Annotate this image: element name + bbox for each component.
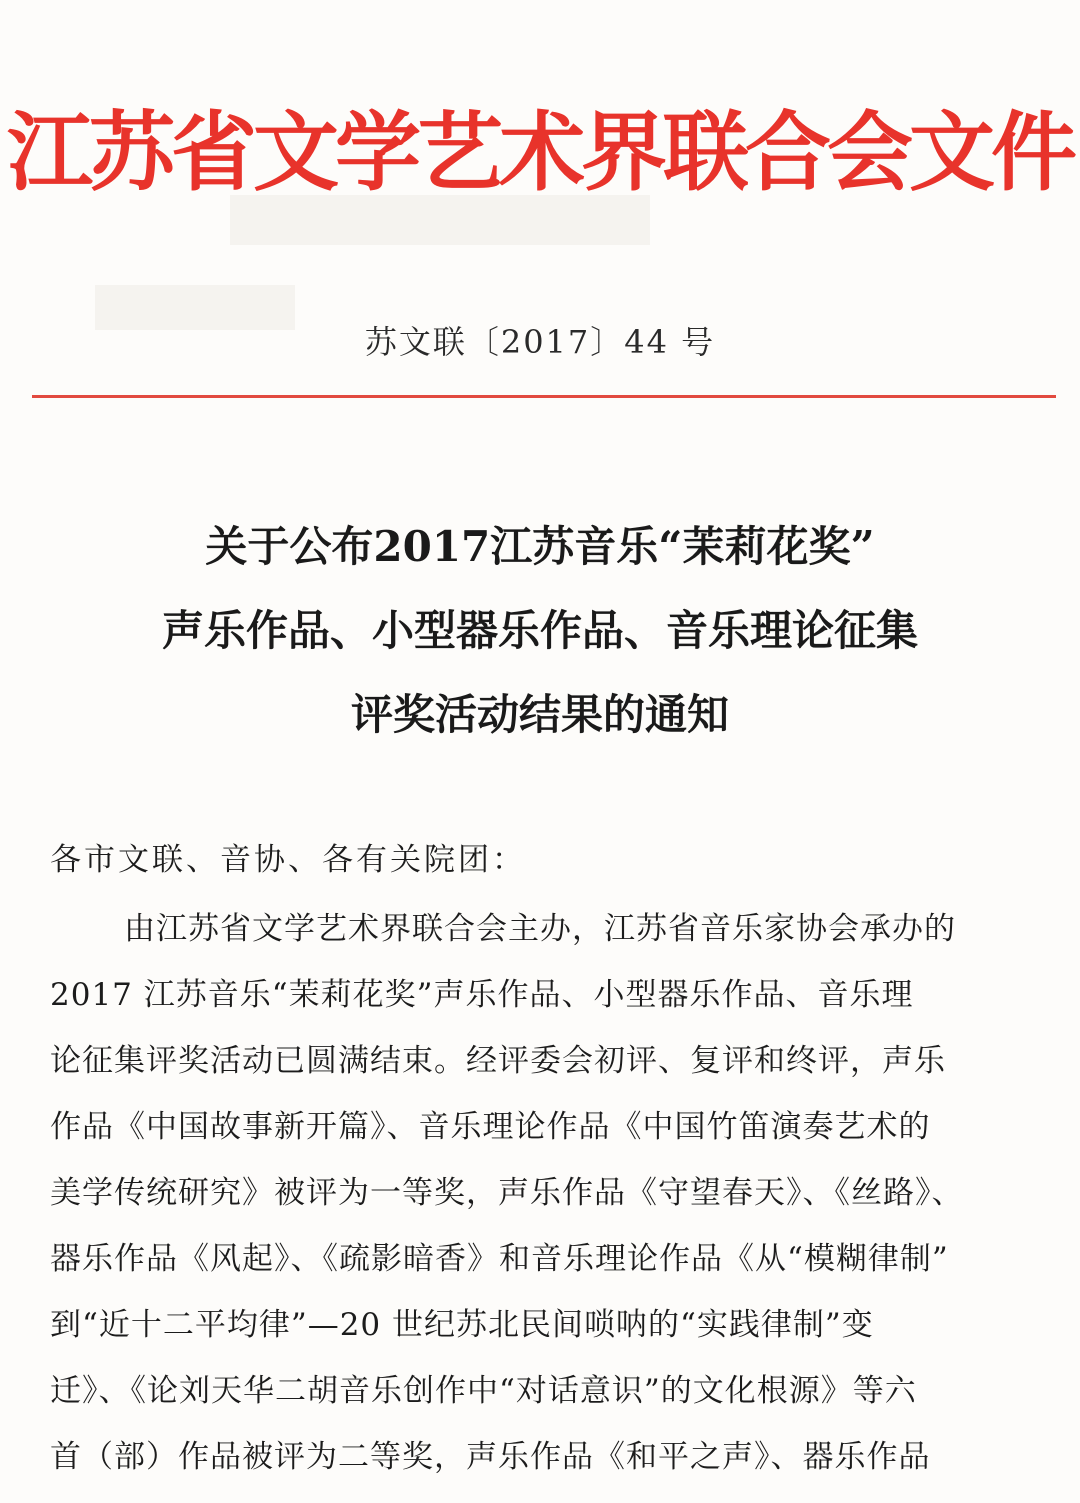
notice-title-line: 评奖活动结果的通知 <box>350 690 729 739</box>
notice-title-line: 声乐作品、小型器乐作品、音乐理论征集 <box>161 606 918 655</box>
body-line: 到“近十二平均律”—20 世纪苏北民间唢呐的“实践律制”变 <box>50 1307 874 1343</box>
issuer-header: 江苏省文学艺术界联合会文件 <box>7 102 1073 203</box>
body-line: 论征集评奖活动已圆满结束。经评委会初评、复评和终评，声乐 <box>50 1043 946 1079</box>
notice-title <box>0 505 1080 757</box>
body-paragraph <box>50 896 1040 1490</box>
document-number: 苏文联〔2017〕44 号 <box>364 323 716 361</box>
body-line: 美学传统研究》被评为一等奖，声乐作品《守望春天》、《丝路》、 <box>50 1175 964 1211</box>
red-divider-line <box>32 395 1056 398</box>
body-line: 2017 江苏音乐“茉莉花奖”声乐作品、小型器乐作品、音乐理 <box>50 977 914 1013</box>
body-line: 首（部）作品被评为二等奖，声乐作品《和平之声》、器乐作品 <box>50 1439 931 1475</box>
salutation: 各市文联、音协、各有关院团： <box>50 842 526 878</box>
body-line: 迁》、《论刘天华二胡音乐创作中“对话意识”的文化根源》等六 <box>50 1373 917 1409</box>
body-line: 作品《中国故事新开篇》、音乐理论作品《中国竹笛演奏艺术的 <box>50 1109 931 1145</box>
body-line: 由江苏省文学艺术界联合会主办，江苏省音乐家协会承办的 <box>124 911 956 947</box>
notice-title-line: 关于公布2017江苏音乐“茉莉花奖” <box>205 522 875 571</box>
body-line: 器乐作品《风起》、《疏影暗香》和音乐理论作品《从“模糊律制” <box>50 1241 949 1277</box>
